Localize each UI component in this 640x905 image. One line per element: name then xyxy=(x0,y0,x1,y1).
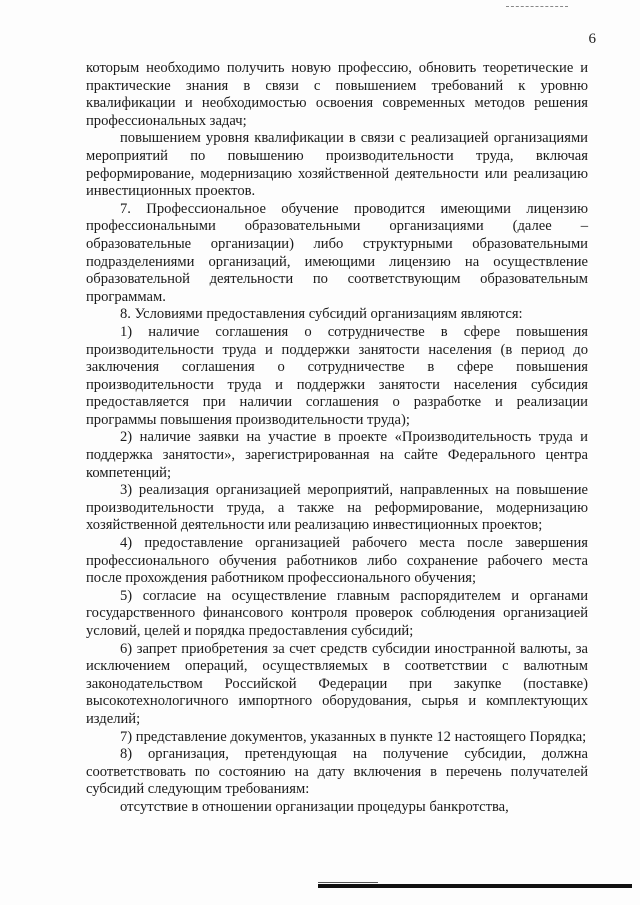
subitem-8: 8) организация, претендующая на получение субсидии, должна соответствовать по состоянию на дату включения в перечень получателей субсидий следующим требованиям: xyxy=(86,746,588,798)
page-number: 6 xyxy=(588,31,596,47)
requirement-bankruptcy: отсутствие в отношении организации процедуры банкротства, xyxy=(120,798,509,815)
scan-edge xyxy=(318,884,632,888)
subitem-7: 7) представление документов, указанных в пункте 12 настоящего Порядка; xyxy=(120,728,587,745)
scan-mark xyxy=(506,6,568,8)
scan-edge-thin xyxy=(318,882,378,883)
paragraph-qualification: повышением уровня квалификации в связи с реализацией организациями мероприятий по повышению производительности труда, включая реформирование, модернизацию хозяйственной деятельности или реализацию инвестиционных проектов. xyxy=(86,130,588,200)
subitem-4: 4) предоставление организацией рабочего места после завершения профессионального обучения работников либо сохранение рабочего места после прохождения работником профессионального обучения; xyxy=(86,535,588,587)
subitem-6: 6) запрет приобретения за счет средств субсидии иностранной валюты, за исключением операций, осуществляемых в соответствии с валютным законодательством Российской Федерации при закупке (поставке) высокотехнологичного импортного оборудования, сырья и комплектующих изделий; xyxy=(86,640,588,727)
subitem-3: 3) реализация организацией мероприятий, направленных на повышение производительности труда, а также на реформирование, модернизацию хозяйственной деятельности или реализацию инвестиционных проектов; xyxy=(86,482,588,534)
paragraph-item-8: 8. Условиями предоставления субсидий организациям являются: xyxy=(120,306,523,323)
subitem-5: 5) согласие на осуществление главным распорядителем и органами государственного финансового контроля проверок соблюдения организацией условий, целей и порядка предоставления субсидий; xyxy=(86,587,588,639)
subitem-2: 2) наличие заявки на участие в проекте «Производительность труда и поддержка занятости», зарегистрированная на сайте Федерального центра компетенций; xyxy=(86,429,588,481)
paragraph-continuation: которым необходимо получить новую профессию, обновить теоретические и практические знания в связи с повышением требований к уровню квалификации и необходимостью освоения современных методов решения профессиональных задач; xyxy=(86,60,588,129)
subitem-1: 1) наличие соглашения о сотрудничестве в сфере повышения производительности труда и поддержки занятости населения (в период до заключения соглашения о сотрудничестве в сфере повышения производительности труда и поддержки занятости населения субсидия предоставляется при наличии соглашения о разработке и реализации программы повышения производительности труда); xyxy=(86,323,588,428)
paragraph-item-7: 7. Профессиональное обучение проводится имеющими лицензию профессиональными образовательными организациями (далее – образовательные организации) либо структурными образовательными подразделениями организаций, имеющими лицензию на осуществление образовательной деятельности по соответствующим образовательным программам. xyxy=(86,200,588,305)
document-body xyxy=(86,60,588,817)
